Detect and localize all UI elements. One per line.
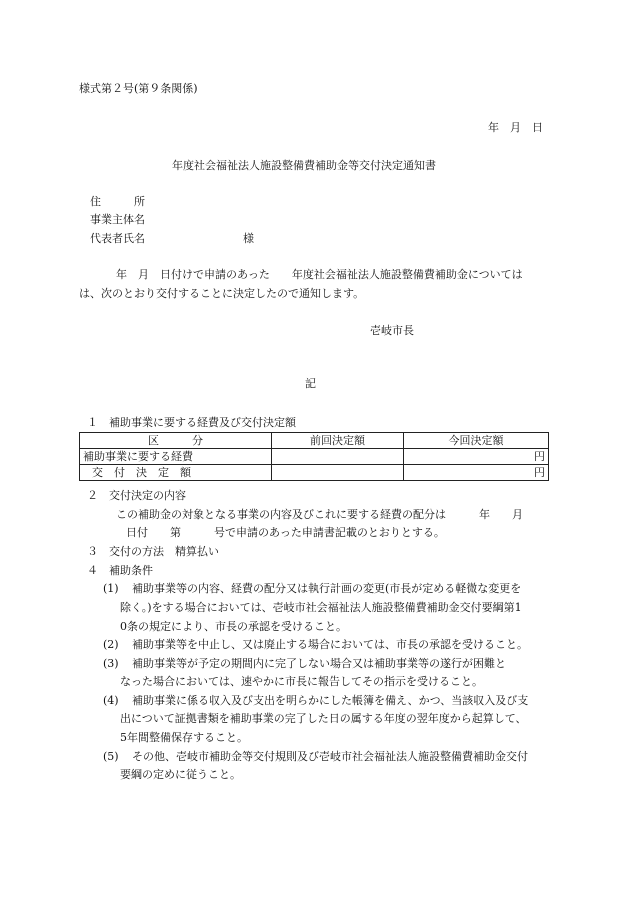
row-label: 補助事業に要する経費: [80, 449, 272, 465]
table-header: 今回決定額: [404, 433, 549, 449]
condition-line: その他、壱岐市補助金等交付規則及び壱岐市社会福祉法人施設整備費補助金交付: [132, 750, 528, 763]
document-title: 年度社会福祉法人施設整備費補助金等交付決定通知書: [172, 159, 436, 172]
condition-line: 補助事業に係る収入及び支出を明らかにした帳簿を備え、かつ、当該収入及び支: [132, 694, 529, 707]
section-3-heading: ３ 交付の方法 精算払い: [87, 545, 219, 558]
condition-line: なった場合においては、速やかに市長に報告してその指示を受けること。: [120, 675, 483, 688]
section-1-heading: １ 補助事業に要する経費及び交付決定額: [87, 416, 296, 429]
prev-amount: [272, 465, 404, 481]
curr-amount: 円: [404, 465, 549, 481]
condition-line: 補助事業等が予定の期間内に完了しない場合又は補助事業等の遂行が困難と: [132, 657, 506, 670]
condition-line: 要綱の定めに従うこと。: [120, 768, 241, 781]
amount-table: [79, 432, 549, 481]
table-header: 区 分: [80, 433, 272, 449]
section-2-line-2: 日付 第 号で申請のあった申請書記載のとおりとする。: [126, 526, 445, 539]
curr-amount: 円: [404, 449, 549, 465]
condition-number: (1): [103, 582, 119, 595]
honorific: 様: [243, 232, 254, 245]
entity-label: 事業主体名: [90, 213, 145, 226]
condition-number: (3): [103, 657, 119, 670]
row-label: 交 付 決 定 額: [80, 465, 272, 481]
condition-line: 0条の規定により、市長の承認を受けること。: [120, 620, 347, 633]
intro-line-1: 年 月 日付けで申請のあった 年度社会福祉法人施設整備費補助金については: [116, 268, 523, 281]
condition-line: 補助事業等を中止し、又は廃止する場合においては、市長の承認を受けること。: [132, 638, 528, 651]
section-2-line-1: この補助金の対象となる事業の内容及びこれに要する経費の配分は 年 月: [116, 508, 523, 521]
condition-line: 補助事業等の内容、経費の配分又は執行計画の変更(市長が定める軽微な変更を: [132, 582, 522, 595]
intro-line-2: は、次のとおり交付することに決定したので通知します。: [79, 287, 365, 300]
representative-label: 代表者氏名: [90, 232, 145, 245]
ki-heading: 記: [305, 377, 316, 390]
table-row: [80, 449, 549, 465]
table-header-row: [80, 433, 549, 449]
address-label: 住 所: [90, 195, 145, 208]
section-4-heading: ４ 補助条件: [87, 564, 153, 577]
condition-number: (5): [103, 750, 119, 763]
issuer: 壱岐市長: [370, 324, 414, 337]
condition-number: (2): [103, 638, 119, 651]
form-number: 様式第２号(第９条関係): [79, 82, 198, 95]
condition-line: 出について証拠書類を補助事業の完了した日の属する年度の翌年度から起算して、: [120, 712, 527, 725]
table-row: [80, 465, 549, 481]
prev-amount: [272, 449, 404, 465]
condition-line: 除く。)をする場合においては、壱岐市社会福祉法人施設整備費補助金交付要綱第1: [120, 601, 522, 614]
date-line: 年 月 日: [488, 121, 543, 134]
condition-number: (4): [103, 694, 119, 707]
section-2-heading: ２ 交付決定の内容: [87, 489, 186, 502]
condition-line: 5年間整備保存すること。: [120, 731, 248, 744]
table-header: 前回決定額: [272, 433, 404, 449]
